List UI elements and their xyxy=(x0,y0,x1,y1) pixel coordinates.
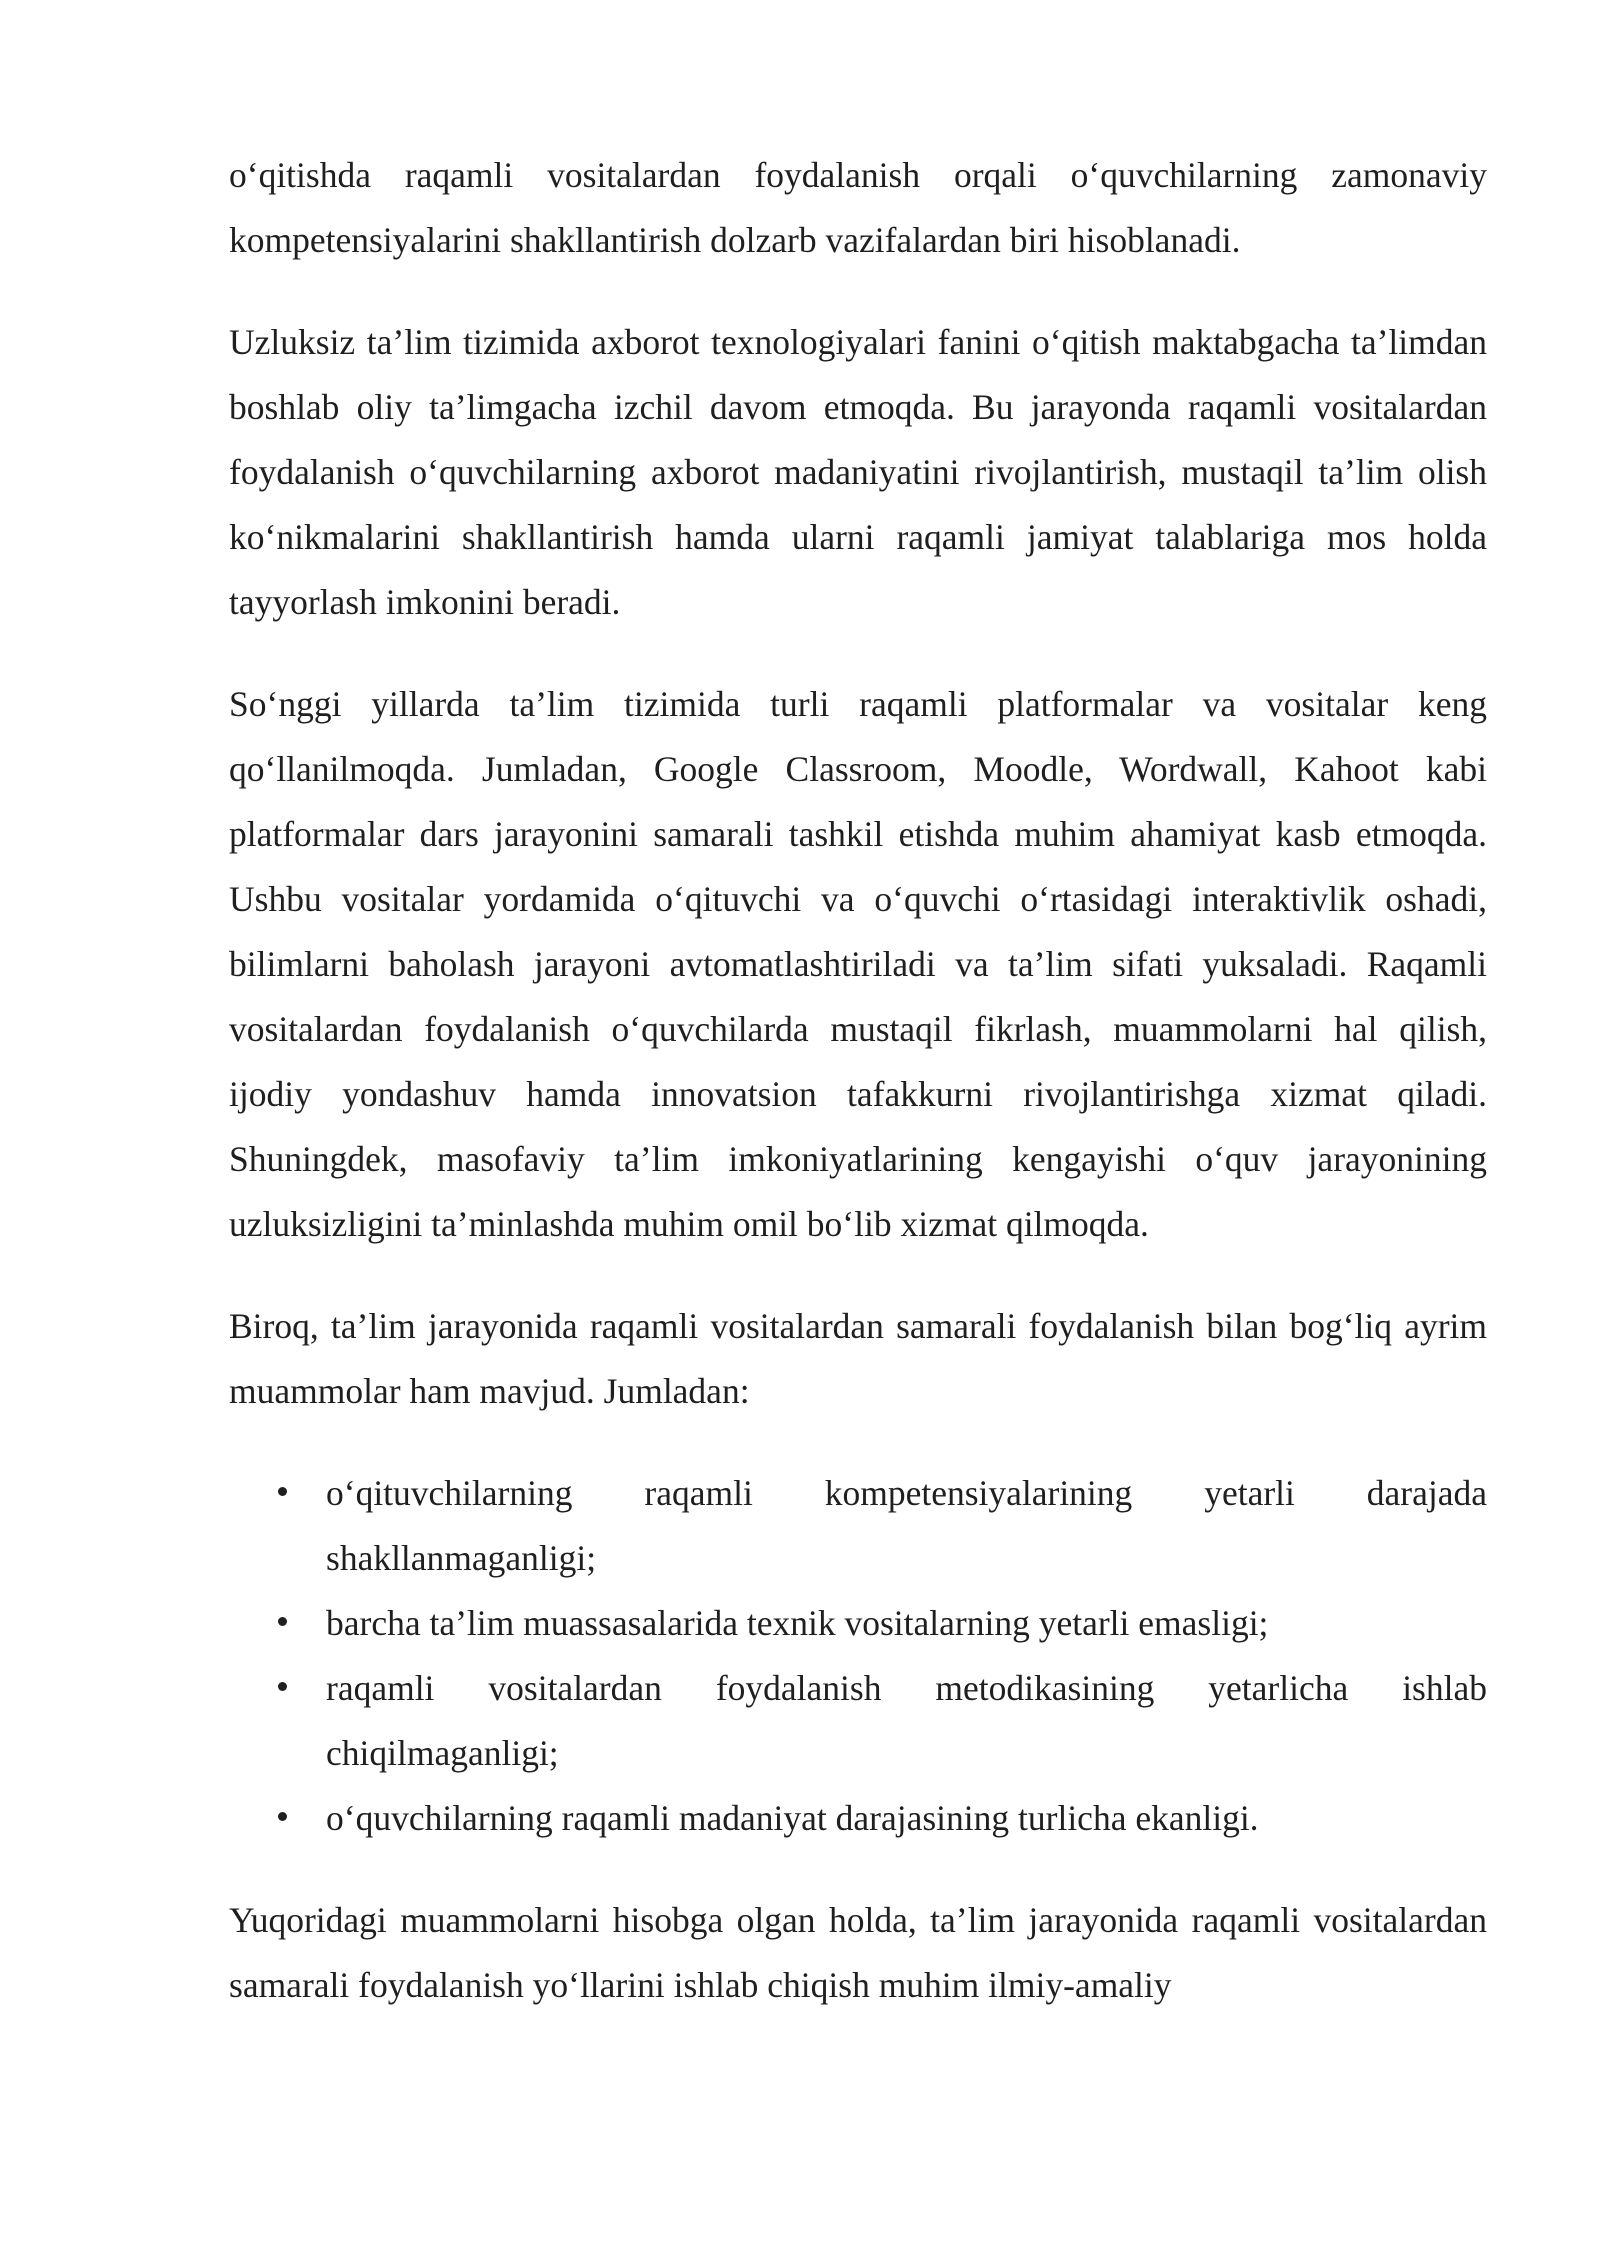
paragraph-conclusion: Yuqoridagi muammolarni hisobga olgan holda, ta’lim jarayonida raqamli vositalardan samarali foydalanish yo‘llarini ishlab chiqish muhim ilmiy-amaliy xyxy=(229,1900,1487,2005)
list-item-text: raqamli vositalardan foydalanish metodikasining yetarlicha ishlab chiqilmaganligi; xyxy=(326,1668,1487,1773)
document-page xyxy=(229,143,1487,2055)
bullet-icon xyxy=(278,1682,287,1691)
problems-list xyxy=(229,1461,1487,1851)
list-item-text: barcha ta’lim muassasalarida texnik vositalarning yetarli emasligi; xyxy=(326,1603,1269,1643)
paragraph-continuous-education: Uzluksiz ta’lim tizimida axborot texnologiyalari fanini o‘qitish maktabgacha ta’limdan boshlab oliy ta’limgacha izchil davom etmoqda. Bu jarayonda raqamli vositalardan foydalanish o‘quvchilarning axborot madaniyatini rivojlantirish, mustaqil ta’lim olish ko‘nikmalarini shakllantirish hamda ularni raqamli jamiyat talablariga mos holda tayyorlash imkonini beradi. xyxy=(229,322,1487,622)
bullet-icon xyxy=(278,1812,287,1821)
bullet-icon xyxy=(278,1617,287,1626)
paragraph-digital-platforms: So‘nggi yillarda ta’lim tizimida turli raqamli platformalar va vositalar keng qo‘llanilmoqda. Jumladan, Google Classroom, Moodle, Wordwall, Kahoot kabi platformalar dars jarayonini samarali tashkil etishda muhim ahamiyat kasb etmoqda. Ushbu vositalar yordamida o‘qituvchi va o‘quvchi o‘rtasidagi interaktivlik oshadi, bilimlarni baholash jarayoni avtomatlashtiriladi va ta’lim sifati yuksaladi. Raqamli vositalardan foydalanish o‘quvchilarda mustaqil fikrlash, muammolarni hal qilish, ijodiy yondashuv hamda innovatsion tafakkurni rivojlantirishga xizmat qiladi. Shuningdek, masofaviy ta’lim imkoniyatlarining kengayishi o‘quv jarayonining uzluksizligini ta’minlashda muhim omil bo‘lib xizmat qilmoqda. xyxy=(229,684,1487,1244)
list-item xyxy=(229,1461,1487,1591)
list-item-text: o‘qituvchilarning raqamli kompetensiyalarining yetarli darajada shakllanmaganligi; xyxy=(326,1473,1487,1578)
paragraph-problems-intro: Biroq, ta’lim jarayonida raqamli vositalardan samarali foydalanish bilan bog‘liq ayrim muammolar ham mavjud. Jumladan: xyxy=(229,1306,1487,1411)
list-item xyxy=(229,1656,1487,1786)
paragraph-intro-continuation: o‘qitishda raqamli vositalardan foydalanish orqali o‘quvchilarning zamonaviy kompetensiyalarini shakllantirish dolzarb vazifalardan biri hisoblanadi. xyxy=(229,155,1487,260)
list-item xyxy=(229,1591,1487,1656)
list-item-text: o‘quvchilarning raqamli madaniyat darajasining turlicha ekanligi. xyxy=(326,1798,1259,1838)
bullet-icon xyxy=(278,1487,287,1496)
list-item xyxy=(229,1786,1487,1851)
